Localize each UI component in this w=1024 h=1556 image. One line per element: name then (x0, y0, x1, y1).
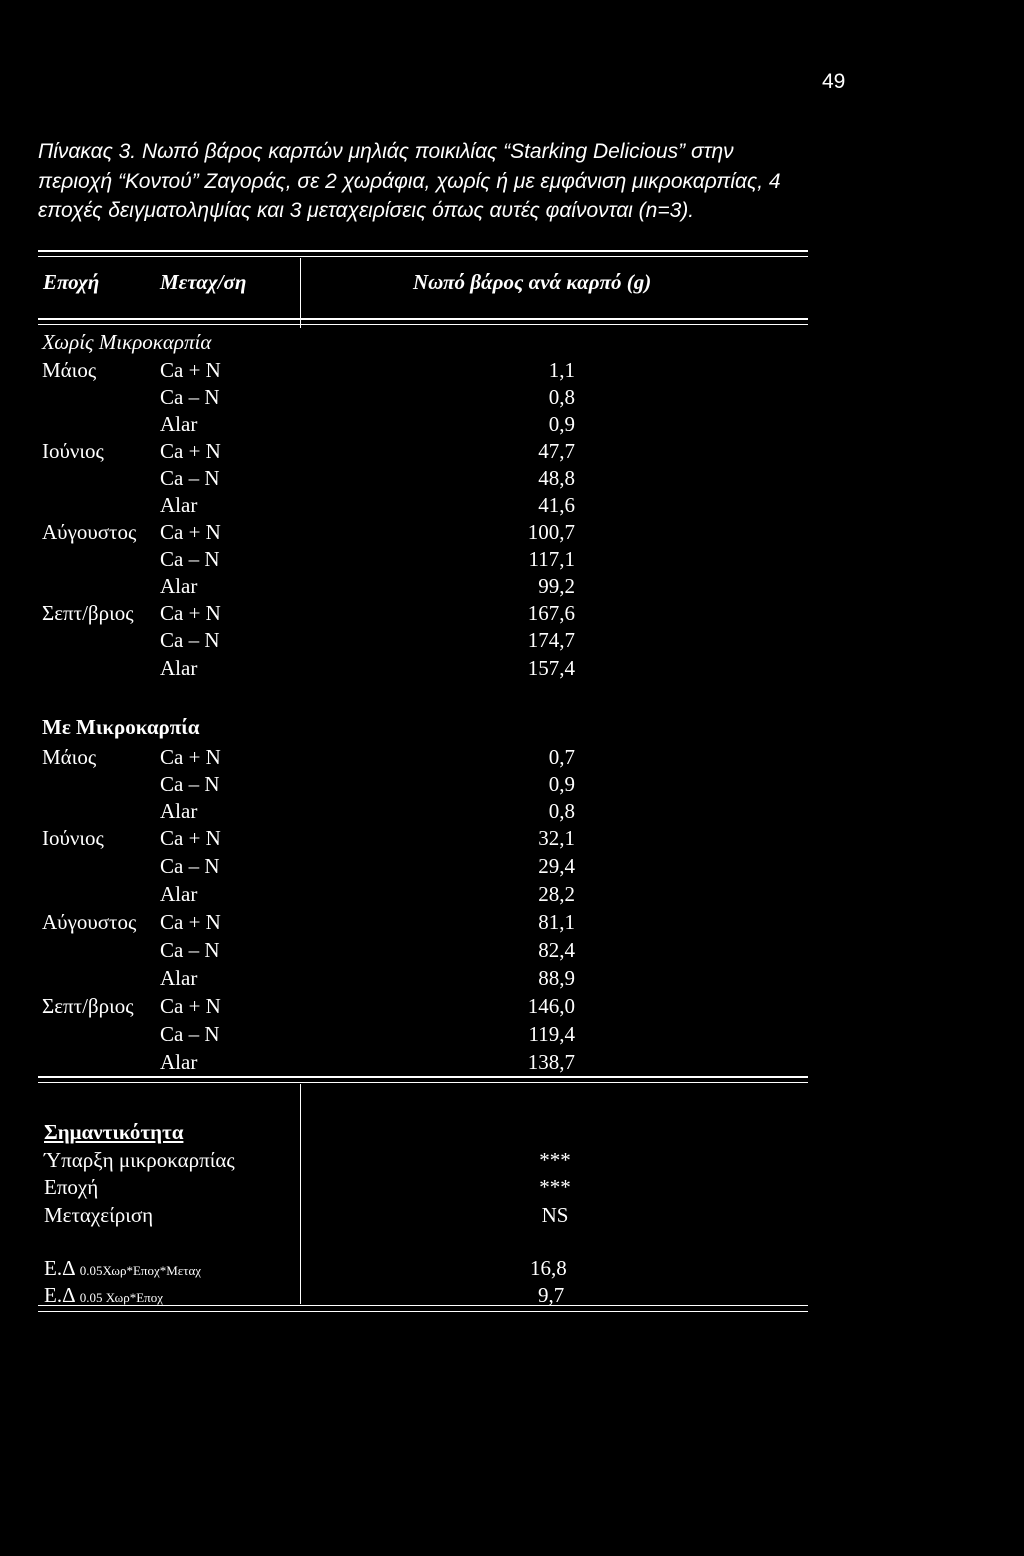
lsd-value: 16,8 (530, 1256, 567, 1280)
season-cell: Αύγουστος (42, 910, 137, 934)
treatment-cell: Alar (160, 574, 198, 598)
lsd-label (44, 1283, 163, 1308)
treatment-cell: Ca + N (160, 358, 221, 382)
treatment-cell: Ca – N (160, 772, 220, 796)
data-bottom-rule-thin (38, 1082, 808, 1083)
weight-cell: 47,7 (538, 439, 575, 463)
header-column-divider (300, 258, 301, 328)
weight-cell: 0,7 (548, 745, 575, 769)
table-top-rule (38, 250, 808, 252)
treatment-cell: Alar (160, 882, 198, 906)
weight-cell: 0,9 (548, 772, 575, 796)
weight-cell: 88,9 (538, 966, 575, 990)
lsd-label (44, 1256, 201, 1281)
treatment-cell: Ca – N (160, 938, 220, 962)
treatment-cell: Ca – N (160, 466, 220, 490)
treatment-cell: Ca + N (160, 601, 221, 625)
treatment-cell: Alar (160, 493, 198, 517)
treatment-cell: Ca – N (160, 628, 220, 652)
lsd-prefix: Ε.Δ (44, 1256, 75, 1280)
weight-cell: 119,4 (528, 1022, 575, 1046)
treatment-cell: Ca + N (160, 520, 221, 544)
weight-cell: 28,2 (538, 882, 575, 906)
significance-value: *** (539, 1175, 571, 1199)
group-title-without-microcarpy: Χωρίς Μικροκαρπία (42, 330, 212, 354)
treatment-cell: Ca – N (160, 385, 220, 409)
treatment-cell: Alar (160, 412, 198, 436)
treatment-cell: Ca + N (160, 439, 221, 463)
weight-cell: 82,4 (538, 938, 575, 962)
column-header-treatment: Μεταχ/ση (160, 270, 247, 294)
season-cell: Σεπτ/βριος (42, 994, 134, 1018)
treatment-cell: Ca – N (160, 854, 220, 878)
significance-label: Μεταχείριση (44, 1203, 154, 1227)
table-caption-line-3: εποχές δειγματοληψίας και 3 μεταχειρίσεις όπως αυτές φαίνονται (n=3). (38, 199, 695, 222)
season-cell: Μάιος (42, 745, 97, 769)
weight-cell: 32,1 (538, 826, 575, 850)
header-bottom-rule (38, 318, 808, 320)
weight-cell: 48,8 (538, 466, 575, 490)
weight-cell: 167,6 (527, 601, 575, 625)
treatment-cell: Ca – N (160, 1022, 220, 1046)
table-top-rule-thin (38, 256, 808, 257)
treatment-cell: Ca + N (160, 994, 221, 1018)
treatment-cell: Alar (160, 656, 198, 680)
lsd-value: 9,7 (538, 1283, 565, 1307)
season-cell: Σεπτ/βριος (42, 601, 134, 625)
season-cell: Ιούνιος (42, 826, 104, 850)
weight-cell: 174,7 (527, 628, 575, 652)
treatment-cell: Alar (160, 966, 198, 990)
table-caption-line-2: περιοχή “Κοντού” Ζαγοράς, σε 2 χωράφια, χωρίς ή με εμφάνιση μικροκαρπίας, 4 (38, 170, 781, 193)
weight-cell: 1,1 (548, 358, 575, 382)
page-number: 49 (822, 70, 846, 93)
treatment-cell: Ca + N (160, 826, 221, 850)
caption-text-1: Νωπό βάρος καρπών μηλιάς ποικιλίας “Starking Delicious” στην (141, 140, 734, 163)
column-header-season: Εποχή (43, 270, 100, 294)
column-header-weight: Νωπό βάρος ανά καρπό (g) (413, 270, 652, 294)
treatment-cell: Alar (160, 1050, 198, 1074)
group-title-with-microcarpy: Με Μικροκαρπία (42, 715, 200, 739)
table-caption-line-1 (38, 140, 868, 164)
significance-title: Σημαντικότητα (44, 1120, 184, 1144)
weight-cell: 29,4 (538, 854, 575, 878)
treatment-cell: Alar (160, 799, 198, 823)
data-bottom-rule (38, 1076, 808, 1078)
weight-cell: 157,4 (527, 656, 575, 680)
treatment-cell: Ca + N (160, 745, 221, 769)
weight-cell: 0,8 (548, 385, 575, 409)
lsd-subscript: 0.05 Χωρ*Εποχ (79, 1290, 163, 1305)
treatment-cell: Ca + N (160, 910, 221, 934)
season-cell: Μάιος (42, 358, 97, 382)
weight-cell: 146,0 (527, 994, 575, 1018)
season-cell: Ιούνιος (42, 439, 104, 463)
header-bottom-rule-thin (38, 324, 808, 325)
treatment-cell: Ca – N (160, 547, 220, 571)
weight-cell: 0,9 (548, 412, 575, 436)
weight-cell: 117,1 (528, 547, 575, 571)
weight-cell: 41,6 (538, 493, 575, 517)
season-cell: Αύγουστος (42, 520, 137, 544)
significance-label: Εποχή (44, 1175, 99, 1199)
lsd-prefix: Ε.Δ (44, 1283, 75, 1307)
significance-value: *** (539, 1148, 571, 1172)
weight-cell: 100,7 (527, 520, 575, 544)
table-bottom-rule-thin (38, 1311, 808, 1312)
table-label: Πίνακας 3. (38, 140, 137, 163)
lsd-subscript: 0.05Χωρ*Εποχ*Μεταχ (79, 1263, 202, 1278)
weight-cell: 99,2 (538, 574, 575, 598)
significance-value: NS (541, 1203, 569, 1227)
weight-cell: 81,1 (538, 910, 575, 934)
footer-column-divider (300, 1084, 301, 1304)
weight-cell: 0,8 (548, 799, 575, 823)
weight-cell: 138,7 (527, 1050, 575, 1074)
significance-label: Ύπαρξη μικροκαρπίας (44, 1148, 235, 1172)
